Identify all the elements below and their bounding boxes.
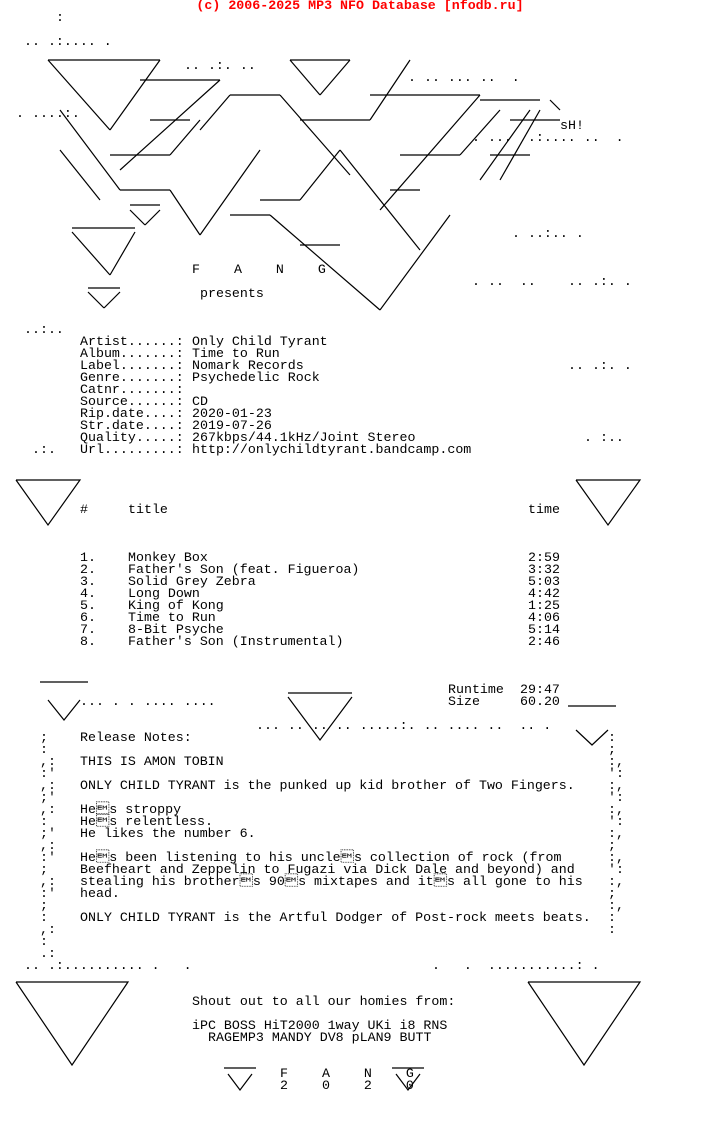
track-title: Time to Run: [128, 610, 216, 625]
info-artist-label: Artist......:: [80, 334, 184, 349]
track-title: Father's Son (Instrumental): [128, 634, 344, 649]
logo-tag: sH!: [560, 118, 584, 133]
track-num: 4.: [80, 586, 96, 601]
track-time: 1:25: [528, 598, 560, 613]
notes-line: ONLY CHILD TYRANT is the Artful Dodger of Post-rock meets beats.: [80, 910, 591, 925]
dots: . .. ... .. .: [408, 70, 520, 85]
dots: . ....:.: [16, 106, 80, 121]
info-catnr-label: Catnr.......:: [80, 382, 184, 397]
notes-line: stealing his brothers 90s mixtapes and its all gone to his: [80, 874, 583, 889]
notes-line: Hes stroppy: [80, 802, 182, 817]
track-num: 3.: [80, 574, 96, 589]
size-label: Size: [448, 694, 480, 709]
signature-year: 2 0 2 0: [280, 1078, 427, 1093]
track-title: Long Down: [128, 586, 200, 601]
dots: .. .:.......... . .: [24, 958, 192, 973]
info-genre-value: Psychedelic Rock: [192, 370, 320, 385]
dots: .. .:. ..: [184, 58, 256, 73]
notes-line: He likes the number 6.: [80, 826, 256, 841]
info-strdate-value: 2019-07-26: [192, 418, 272, 433]
track-title: 8-Bit Psyche: [128, 622, 224, 637]
info-ripdate-label: Rip.date....:: [80, 406, 184, 421]
dots: . ..:.. .: [512, 226, 584, 241]
track-time: 2:46: [528, 634, 560, 649]
notes-border-right: : ; :, ': :, ': :, ': :, ; :, ': :, ; :, : :: [608, 730, 624, 937]
track-time: 4:42: [528, 586, 560, 601]
dots: . ... .:.... .. .: [472, 130, 624, 145]
track-time: 4:06: [528, 610, 560, 625]
notes-line: Beefheart and Zeppelin to Fugazi via Dick Dale and beyond) and: [80, 862, 575, 877]
notes-line: ONLY CHILD TYRANT is the punked up kid brother of Two Fingers.: [80, 778, 575, 793]
notes-heading: Release Notes:: [80, 730, 192, 745]
info-source-value: CD: [192, 394, 208, 409]
tracklist-col-title: title: [128, 502, 168, 517]
info-url-label: Url.........:: [80, 442, 184, 457]
dots: .. .:.... .: [24, 34, 112, 49]
runtime-label: Runtime: [448, 682, 504, 697]
track-num: 1.: [80, 550, 96, 565]
dots: ..:..: [24, 322, 64, 337]
info-url-value[interactable]: http://onlychildtyrant.bandcamp.com: [192, 442, 472, 457]
dots: . . ...........: .: [432, 958, 600, 973]
track-title: Solid Grey Zebra: [128, 574, 256, 589]
info-strdate-label: Str.date....:: [80, 418, 184, 433]
runtime-value: 29:47: [520, 682, 560, 697]
info-ripdate-value: 2020-01-23: [192, 406, 272, 421]
track-num: 8.: [80, 634, 96, 649]
shout-groups-2: RAGEMP3 MANDY DV8 pLAN9 BUTT: [208, 1030, 432, 1045]
track-title: Father's Son (feat. Figueroa): [128, 562, 360, 577]
notes-line: Hes relentless.: [80, 814, 213, 829]
track-time: 3:32: [528, 562, 560, 577]
info-label-value: Nomark Records: [192, 358, 304, 373]
signature-group: F A N G: [280, 1066, 427, 1081]
info-genre-label: Genre.......:: [80, 370, 184, 385]
track-num: 7.: [80, 622, 96, 637]
info-source-label: Source......:: [80, 394, 184, 409]
info-album-value: Time to Run: [192, 346, 280, 361]
group-name: F A N G: [192, 262, 339, 277]
dots: . .. ..: [472, 274, 536, 289]
info-quality-label: Quality.....:: [80, 430, 184, 445]
site-header: (c) 2006-2025 MP3 NFO Database [nfodb.ru]: [196, 0, 524, 13]
track-title: King of Kong: [128, 598, 224, 613]
notes-line: THIS IS AMON TOBIN: [80, 754, 224, 769]
track-num: 6.: [80, 610, 96, 625]
track-num: 2.: [80, 562, 96, 577]
info-label-label: Label.......:: [80, 358, 184, 373]
presents-text: presents: [200, 286, 264, 301]
shout-groups-1: iPC BOSS HiT2000 1way UKi i8 RNS: [192, 1018, 448, 1033]
shout-heading: Shout out to all our homies from:: [192, 994, 456, 1009]
dots: :: [56, 10, 64, 25]
info-quality-value: 267kbps/44.1kHz/Joint Stereo: [192, 430, 416, 445]
track-time: 2:59: [528, 550, 560, 565]
tracklist-col-num: #: [80, 502, 88, 517]
dots: .:.: [32, 442, 56, 457]
dots: .. .:. .: [568, 274, 632, 289]
info-artist-value: Only Child Tyrant: [192, 334, 328, 349]
size-value: 60.20: [520, 694, 560, 709]
notes-line: Hes been listening to his uncles collection of rock (from: [80, 850, 562, 865]
notes-border-left: ; : ,: :' ,: ;' ,: : ;' ,: :' ; ,: :' ; : ,: : .:: [40, 730, 56, 961]
track-num: 5.: [80, 598, 96, 613]
notes-line: head.: [80, 886, 120, 901]
dots: ... .. .. .. .....:. .. .... .. .. .: [256, 718, 552, 733]
track-title: Monkey Box: [128, 550, 208, 565]
tracklist-col-time: time: [528, 502, 560, 517]
track-time: 5:14: [528, 622, 560, 637]
dots: . :..: [584, 430, 624, 445]
track-time: 5:03: [528, 574, 560, 589]
dots: ... . . .... ....: [80, 694, 216, 709]
dots: .. .:. .: [568, 358, 632, 373]
info-album-label: Album.......:: [80, 346, 184, 361]
